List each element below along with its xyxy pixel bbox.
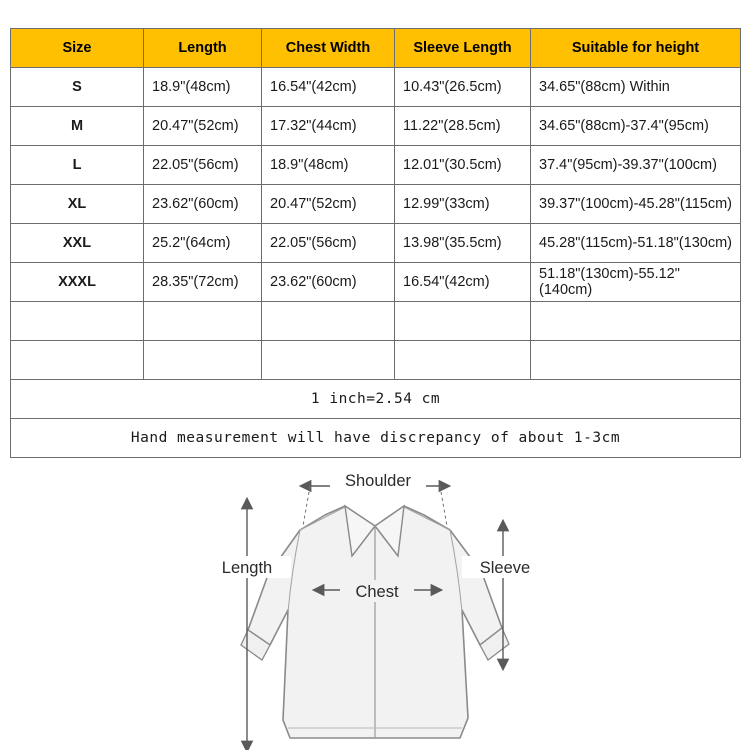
table-row — [11, 107, 741, 146]
cell-size: XXXL — [11, 263, 144, 302]
note-row — [11, 419, 741, 458]
table-row — [11, 68, 741, 107]
cell-size: XXL — [11, 224, 144, 263]
cell-size: M — [11, 107, 144, 146]
cell-sleeve-length: 10.43"(26.5cm) — [395, 68, 531, 107]
table-row — [11, 146, 741, 185]
cell-chest-width — [262, 302, 395, 341]
size-table-body — [11, 68, 741, 458]
column-header-chest-width: Chest Width — [262, 29, 395, 68]
cell-sleeve-length — [395, 302, 531, 341]
column-header-size: Size — [11, 29, 144, 68]
cell-sleeve-length: 12.99"(33cm) — [395, 185, 531, 224]
cell-size — [11, 341, 144, 380]
cell-length: 20.47"(52cm) — [144, 107, 262, 146]
note-row — [11, 380, 741, 419]
table-row — [11, 224, 741, 263]
column-header-suitable-height: Suitable for height — [531, 29, 741, 68]
cell-length: 23.62"(60cm) — [144, 185, 262, 224]
cell-length — [144, 302, 262, 341]
cell-suitable-height: 34.65"(88cm) Within — [531, 68, 741, 107]
cell-sleeve-length — [395, 341, 531, 380]
cell-chest-width: 20.47"(52cm) — [262, 185, 395, 224]
cell-suitable-height: 37.4"(95cm)-39.37"(100cm) — [531, 146, 741, 185]
shoulder-label: Shoulder — [344, 472, 412, 490]
cell-length: 28.35"(72cm) — [144, 263, 262, 302]
cell-chest-width — [262, 341, 395, 380]
cell-chest-width: 17.32"(44cm) — [262, 107, 395, 146]
table-row — [11, 302, 741, 341]
cell-size — [11, 302, 144, 341]
cell-suitable-height: 45.28"(115cm)-51.18"(130cm) — [531, 224, 741, 263]
cell-suitable-height: 34.65"(88cm)-37.4"(95cm) — [531, 107, 741, 146]
size-table-header — [11, 29, 741, 68]
cell-size: XL — [11, 185, 144, 224]
garment-measurement-diagram — [0, 460, 750, 750]
cell-size: S — [11, 68, 144, 107]
shirt-illustration — [241, 506, 509, 738]
table-row — [11, 341, 741, 380]
cell-sleeve-length: 13.98"(35.5cm) — [395, 224, 531, 263]
table-row — [11, 185, 741, 224]
cell-length — [144, 341, 262, 380]
conversion-note: 1 inch=2.54 cm — [11, 380, 741, 419]
chest-label: Chest — [355, 583, 399, 601]
cell-chest-width: 22.05"(56cm) — [262, 224, 395, 263]
cell-chest-width: 23.62"(60cm) — [262, 263, 395, 302]
size-table — [10, 28, 741, 458]
table-row — [11, 263, 741, 302]
cell-suitable-height — [531, 302, 741, 341]
column-header-length: Length — [144, 29, 262, 68]
cell-suitable-height — [531, 341, 741, 380]
length-label: Length — [221, 559, 273, 577]
cell-chest-width: 18.9"(48cm) — [262, 146, 395, 185]
cell-length: 25.2"(64cm) — [144, 224, 262, 263]
cell-suitable-height: 39.37"(100cm)-45.28"(115cm) — [531, 185, 741, 224]
cell-length: 22.05"(56cm) — [144, 146, 262, 185]
table-header-row — [11, 29, 741, 68]
discrepancy-note: Hand measurement will have discrepancy of about 1-3cm — [11, 419, 741, 458]
cell-chest-width: 16.54"(42cm) — [262, 68, 395, 107]
cell-sleeve-length: 11.22"(28.5cm) — [395, 107, 531, 146]
cell-suitable-height: 51.18"(130cm)-55.12"(140cm) — [531, 263, 741, 302]
cell-size: L — [11, 146, 144, 185]
cell-sleeve-length: 12.01"(30.5cm) — [395, 146, 531, 185]
column-header-sleeve-length: Sleeve Length — [395, 29, 531, 68]
cell-sleeve-length: 16.54"(42cm) — [395, 263, 531, 302]
sleeve-label: Sleeve — [479, 559, 531, 577]
cell-length: 18.9"(48cm) — [144, 68, 262, 107]
size-table-container — [10, 28, 740, 458]
